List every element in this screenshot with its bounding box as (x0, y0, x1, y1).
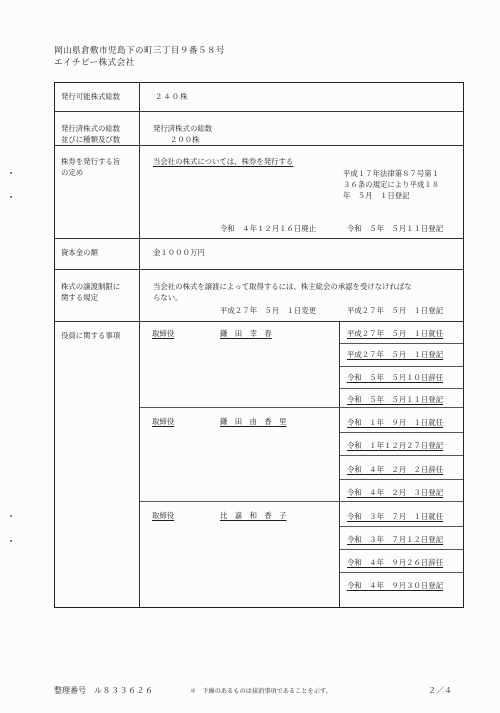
officer-2-entry-2: 令和 １年１２月２７日登記 (347, 441, 444, 450)
registry-table (54, 82, 464, 608)
officer-2-entry-3: 令和 ４年 ２月 ２日辞任 (347, 465, 444, 474)
authorized-shares-label: 発行可能株式総数 (61, 92, 121, 101)
entry-divider (339, 549, 463, 550)
issued-shares-label-2: 並びに種類及び数 (61, 135, 121, 144)
certificates-value: 当会社の株式については、株券を発行する (153, 157, 294, 166)
entry-divider (339, 388, 463, 389)
transfer-changed: 平成２７年 ５月 １日変更 (220, 306, 317, 315)
officer-3-entry-3: 令和 ４年 ９月２６日辞任 (347, 558, 444, 567)
entry-divider (339, 343, 463, 344)
margin-dot (10, 196, 12, 198)
transfer-registered: 平成２７年 ５月 １日登記 (347, 306, 444, 315)
entry-divider (339, 479, 463, 480)
officer-2-name: 鎌 田 由 香 里 (220, 417, 287, 426)
entry-divider (339, 526, 463, 527)
margin-dot (10, 515, 12, 517)
entry-divider (339, 432, 463, 433)
officer-1-entry-2: 平成２７年 ５月 １日登記 (347, 350, 444, 359)
officer-3-title: 取締役 (152, 511, 175, 520)
issued-shares-label-1: 発行済株式の総数 (61, 124, 121, 133)
officer-3-entry-4: 令和 ４年 ９月３０日登記 (347, 581, 444, 590)
officer-1-entry-3: 令和 ５年 ５月１０日辞任 (347, 373, 444, 382)
certificates-abolished: 令和 ４年１２月１６日廃止 (220, 224, 317, 233)
officer-date-column-divider (339, 321, 340, 607)
entry-divider (339, 455, 463, 456)
serial-value: ル８３３６２６ (94, 686, 154, 695)
serial-label: 整理番号 (54, 686, 86, 695)
certificates-note-3: 年 ５月 １日登記 (343, 191, 410, 200)
row-divider (55, 321, 463, 322)
company-name: エイチビー株式会社 (54, 58, 135, 68)
issued-shares-value-2: ２００株 (170, 135, 200, 144)
certificates-label-1: 株券を発行する旨 (61, 157, 121, 166)
officer-1-name: 鎌 田 幸 春 (220, 329, 272, 338)
officer-1-title: 取締役 (152, 329, 175, 338)
officer-group-divider (139, 407, 463, 408)
officer-2-entry-1: 令和 １年 ９月 １日就任 (347, 418, 444, 427)
page-number: ２／４ (428, 686, 452, 695)
transfer-label-2: 関する規定 (61, 293, 98, 302)
officer-2-entry-4: 令和 ４年 ２月 ３日登記 (347, 488, 444, 497)
certificates-registered: 令和 ５年 ５月１１日登記 (347, 224, 444, 233)
row-divider (55, 111, 463, 112)
officer-2-title: 取締役 (152, 417, 175, 426)
issued-shares-value-1: 発行済株式の総数 (153, 124, 213, 133)
officer-3-entry-2: 令和 ３年 ７月１２日登記 (347, 535, 444, 544)
officer-3-entry-1: 令和 ３年 ７月 １日就任 (347, 512, 444, 521)
officer-group-divider (139, 501, 463, 502)
authorized-shares-value: ２４０株 (155, 92, 189, 101)
certificates-note-1: 平成１７年法律第８７号第１ (343, 169, 440, 178)
entry-divider (339, 366, 463, 367)
certificates-label-2: の定め (61, 168, 84, 177)
certificates-note-2: ３６条の規定により平成１８ (343, 180, 440, 189)
margin-dot (10, 172, 12, 174)
footer-note: ＊ 下線のあるものは抹消事項であることを示す。 (190, 688, 332, 695)
capital-value: 金１０００万円 (153, 248, 205, 257)
entry-divider (339, 572, 463, 573)
margin-dot (10, 540, 12, 542)
capital-label: 資本金の額 (61, 248, 98, 257)
transfer-value-1: 当会社の株式を譲渡によって取得するには、株主総会の承認を受けなければな (153, 282, 412, 291)
transfer-value-2: らない。 (153, 293, 183, 302)
row-divider (55, 238, 463, 239)
transfer-label-1: 株式の譲渡制限に (61, 282, 121, 291)
row-divider (55, 269, 463, 270)
officers-label: 役員に関する事項 (61, 331, 121, 340)
officer-1-entry-1: 平成２７年 ５月 １日就任 (347, 329, 444, 338)
officer-3-name: 比 嘉 和 香 子 (220, 511, 287, 520)
row-divider (55, 145, 463, 146)
officer-1-entry-4: 令和 ５年 ５月１１日登記 (347, 395, 444, 404)
company-address: 岡山県倉敷市児島下の町三丁目９番５８号 (54, 46, 225, 56)
